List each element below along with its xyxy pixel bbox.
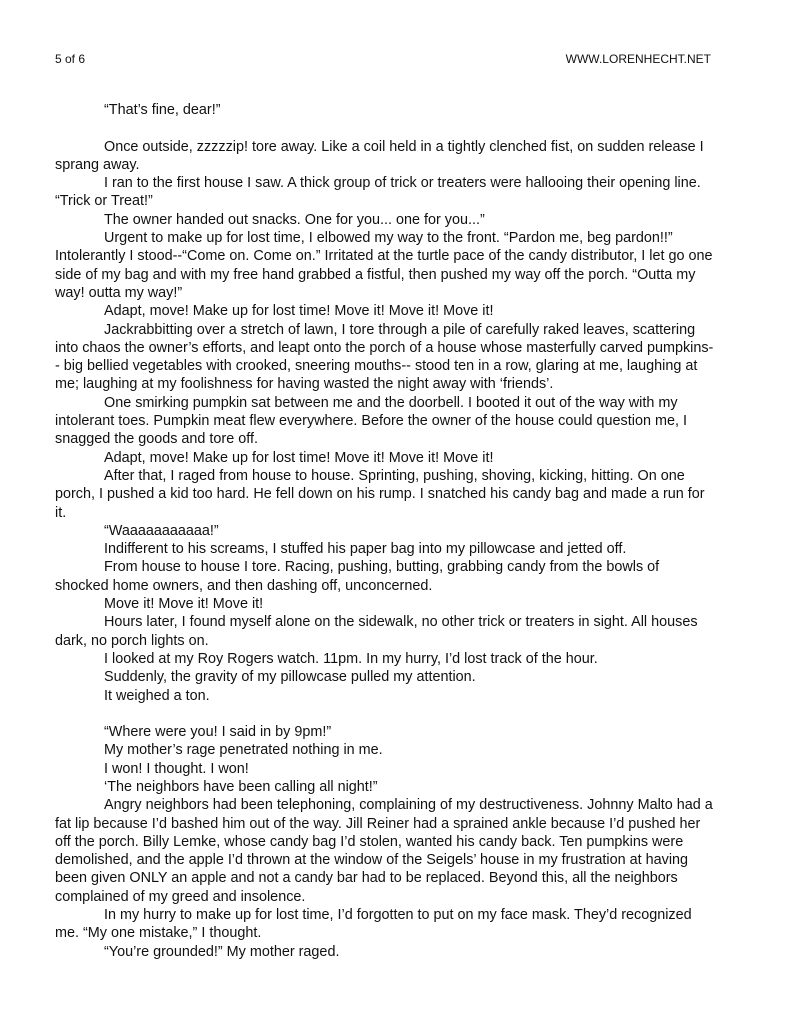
- paragraph: It weighed a ton.: [104, 687, 210, 704]
- paragraph: Move it! Move it! Move it!: [104, 596, 264, 613]
- paragraph: Hours later, I found myself alone on the sidewalk, no other trick or treaters in sight. All houses dark, no porch lights on.: [55, 614, 698, 649]
- story-body: [55, 101, 715, 961]
- paragraph: My mother’s rage penetrated nothing in me.: [104, 742, 383, 759]
- paragraph: After that, I raged from house to house. Sprinting, pushing, shoving, kicking, hitting. On one porch, I pushed a kid too hard. He fell down on his rump. I snatched his candy bag and made a run for it.: [55, 467, 705, 521]
- paragraph: From house to house I tore. Racing, pushing, butting, grabbing candy from the bowls of shocked home owners, and then dashing off, unconcerned.: [55, 559, 660, 594]
- paragraph: Suddenly, the gravity of my pillowcase pulled my attention.: [104, 669, 476, 686]
- paragraph: Adapt, move! Make up for lost time! Move it! Move it! Move it!: [104, 449, 494, 466]
- paragraph: In my hurry to make up for lost time, I’d forgotten to put on my face mask. They’d recognized me. “My one mistake,” I thought.: [55, 907, 692, 942]
- paragraph: ‘The neighbors have been calling all night!”: [104, 778, 378, 795]
- paragraph: “Where were you! I said in by 9pm!”: [104, 724, 332, 741]
- page-header: [55, 51, 711, 67]
- paragraph: I ran to the first house I saw. A thick group of trick or treaters were hallooing their opening line. “Trick or Treat!”: [55, 175, 701, 210]
- paragraph: Urgent to make up for lost time, I elbowed my way to the front. “Pardon me, beg pardon!!” Intolerantly I stood--“Come on. Come on.” Irritated at the turtle pace of the candy distributor, I let go one side of my bag and with my free hand grabbed a fistful, then pushed my way off the porch. “Outta my way! outta my way!”: [55, 230, 713, 301]
- paragraph: Indifferent to his screams, I stuffed his paper bag into my pillowcase and jetted off.: [104, 541, 627, 558]
- paragraph: I won! I thought. I won!: [104, 760, 249, 777]
- page-number: 5 of 6: [55, 52, 86, 66]
- paragraph: Once outside, zzzzzip! tore away. Like a coil held in a tightly clenched fist, on sudden release I sprang away.: [55, 138, 704, 173]
- paragraph: “You’re grounded!” My mother raged.: [104, 943, 340, 960]
- paragraph: Jackrabbitting over a stretch of lawn, I tore through a pile of carefully raked leaves, scattering into chaos the owner’s efforts, and leapt onto the porch of a house whose masterfully carved pumpkins-- big bellied vegetables with crooked, sneering mouths-- stood ten in a row, glaring at me, laughing at me; laughing at my foolishness for having wasted the night away with ‘friends’.: [55, 321, 714, 393]
- paragraph: Adapt, move! Make up for lost time! Move it! Move it! Move it!: [104, 303, 494, 320]
- paragraph: I looked at my Roy Rogers watch. 11pm. In my hurry, I’d lost track of the hour.: [104, 650, 598, 667]
- paragraph: One smirking pumpkin sat between me and the doorbell. I booted it out of the way with my intolerant toes. Pumpkin meat flew everywhere. Before the owner of the house could question me, I snagged the goods and tore off.: [55, 394, 687, 448]
- website-url: WWW.LORENHECHT.NET: [565, 52, 711, 66]
- paragraph: Angry neighbors had been telephoning, complaining of my destructiveness. Johnny Malto had a fat lip because I’d bashed him out of the way. Jill Reiner had a sprained ankle because I’d pushed her off the porch. Billy Lemke, whose candy bag I’d stolen, wanted his candy back. Ten pumpkins were demolished, and the apple I’d thrown at the window of the Seigels’ house in my frustration at having been given ONLY an apple and not a candy bar had to be replaced. Beyond this, all the neighbors complained of my greed and insolence.: [55, 797, 713, 905]
- paragraph: “Waaaaaaaaaaa!”: [104, 522, 219, 539]
- paragraph: “That’s fine, dear!”: [104, 102, 221, 118]
- paragraph: The owner handed out snacks. One for you... one for you...”: [104, 211, 485, 228]
